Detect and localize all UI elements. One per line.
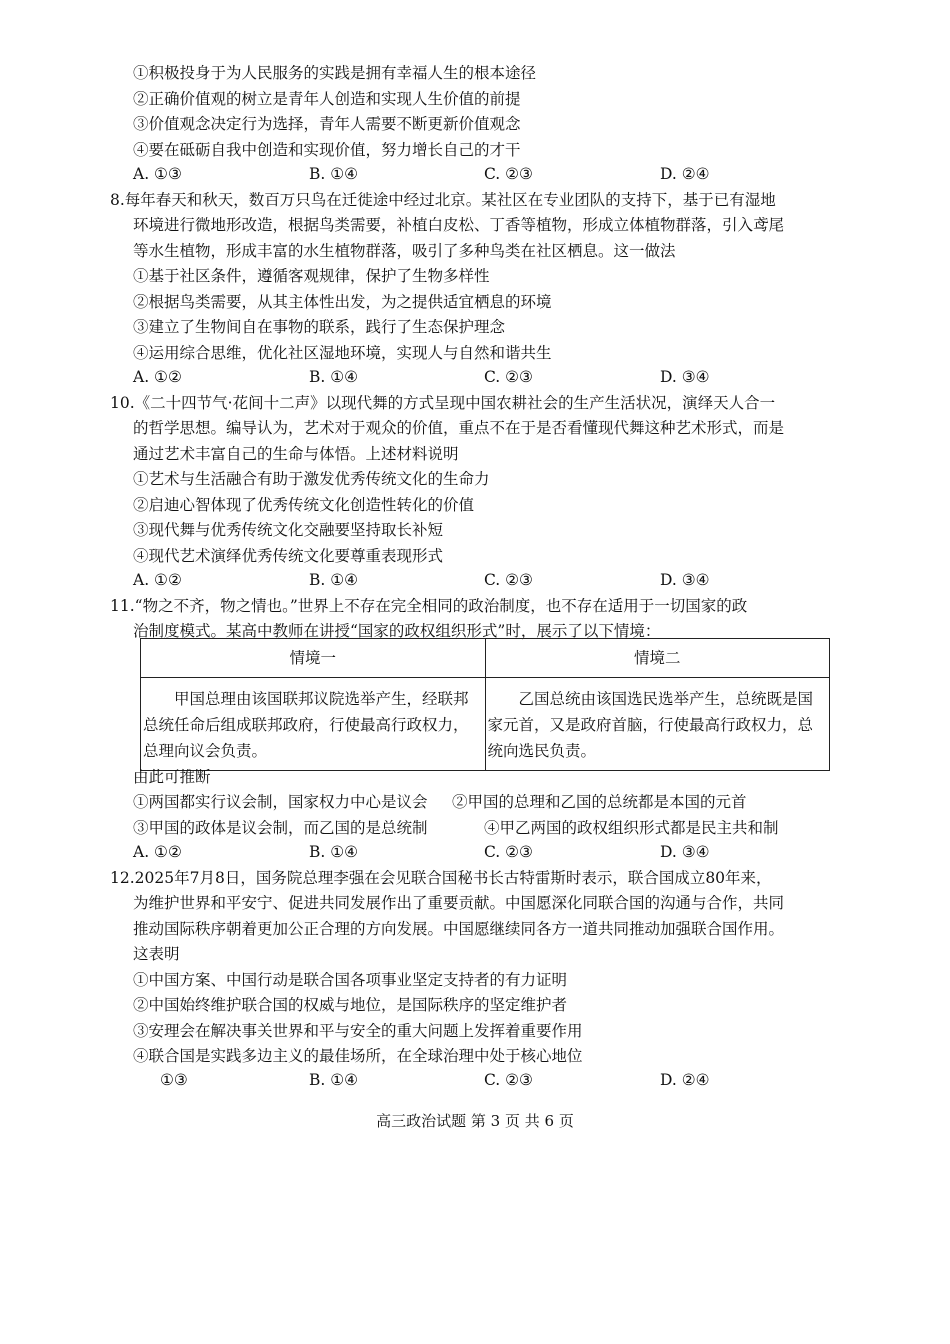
q10-statement-1: ①艺术与生活融合有助于激发优秀传统文化的生命力 [133,470,490,488]
q11-statement-4: ④甲乙两国的政权组织形式都是民主共和制 [484,819,779,837]
q7-option-d[interactable]: D. ②④ [660,165,710,183]
q12-statement-2: ②中国始终维护联合国的权威与地位，是国际秩序的坚定维护者 [133,996,568,1014]
scenario-1-text: 甲国总理由该国联邦议院选举产生，经联邦总统任命后组成联邦政府，行使最高行政权力，总理向议会负责。 [141,678,486,771]
q11-option-d[interactable]: D. ③④ [660,843,710,861]
q10-stem-line-1: 10.《二十四节气·花间十二声》以现代舞的方式呈现中国农耕社会的生产生活状况，演绎天人合一 [110,394,776,412]
scenario-2-text: 乙国总统由该国选民选举产生，总统既是国家元首，又是政府首脑，行使最高行政权力，总统向选民负责。 [485,678,830,771]
q8-option-b[interactable]: B. ①④ [309,368,359,386]
q8-statement-2: ②根据鸟类需要，从其主体性出发，为之提供适宜栖息的环境 [133,293,552,311]
q12-option-c[interactable]: C. ②③ [484,1071,533,1089]
q8-statement-3: ③建立了生物间自在事物的联系，践行了生态保护理念 [133,318,506,336]
q12-statement-4: ④联合国是实践多边主义的最佳场所，在全球治理中处于核心地位 [133,1047,583,1065]
q12-statement-3: ③安理会在解决事关世界和平与安全的重大问题上发挥着重要作用 [133,1022,583,1040]
q8-option-d[interactable]: D. ③④ [660,368,710,386]
q11-lead: 由此可推断 [133,768,211,786]
q7-statement-3: ③价值观念决定行为选择，青年人需要不断更新价值观念 [133,115,521,133]
q12-stem-line-3: 推动国际秩序朝着更加公正合理的方向发展。中国愿继续同各方一道共同推动加强联合国作用。 [133,920,785,938]
q12-stem-line-1: 12.2025年7月8日，国务院总理李强在会见联合国秘书长古特雷斯时表示，联合国成立80年来， [110,869,772,887]
q11-stem-line-1: 11.“物之不齐，物之情也。”世界上不存在完全相同的政治制度，也不存在适用于一切国家的政 [110,597,748,615]
q8-stem-line-3: 等水生植物，形成丰富的水生植物群落，吸引了多种鸟类在社区栖息。这一做法 [133,242,676,260]
q11-statement-2: ②甲国的总理和乙国的总统都是本国的元首 [452,793,747,811]
q8-statement-4: ④运用综合思维，优化社区湿地环境，实现人与自然和谐共生 [133,344,552,362]
q10-option-a[interactable]: A. ①② [133,571,182,589]
q11-statement-3: ③甲国的政体是议会制，而乙国的是总统制 [133,819,428,837]
q11-option-c[interactable]: C. ②③ [484,843,533,861]
q8-statement-1: ①基于社区条件，遵循客观规律，保护了生物多样性 [133,267,490,285]
q10-option-d[interactable]: D. ③④ [660,571,710,589]
q10-statement-2: ②启迪心智体现了优秀传统文化创造性转化的价值 [133,496,475,514]
q7-statement-4: ④要在砥砺自我中创造和实现价值，努力增长自己的才干 [133,141,521,159]
q12-option-a[interactable]: ①③ [160,1071,188,1089]
q7-option-c[interactable]: C. ②③ [484,165,533,183]
q12-option-b[interactable]: B. ①④ [309,1071,359,1089]
scenario-table [140,638,830,771]
q7-statement-1: ①积极投身于为人民服务的实践是拥有幸福人生的根本途径 [133,64,537,82]
q7-option-b[interactable]: B. ①④ [309,165,359,183]
q12-stem-line-2: 为维护世界和平安宁、促进共同发展作出了重要贡献。中国愿深化同联合国的沟通与合作，共同 [133,894,785,912]
q10-option-b[interactable]: B. ①④ [309,571,359,589]
q8-option-a[interactable]: A. ①② [133,368,182,386]
q7-option-a[interactable]: A. ①③ [133,165,182,183]
q8-option-c[interactable]: C. ②③ [484,368,533,386]
q10-stem-line-2: 的哲学思想。编导认为，艺术对于观众的价值，重点不在于是否看懂现代舞这种艺术形式，而是 [133,419,785,437]
q8-stem-line-2: 环境进行微地形改造，根据鸟类需要，补植白皮松、丁香等植物，形成立体植物群落，引入鸢尾 [133,216,785,234]
q10-statement-4: ④现代艺术演绎优秀传统文化要尊重表现形式 [133,547,444,565]
q11-option-a[interactable]: A. ①② [133,843,182,861]
q7-statement-2: ②正确价值观的树立是青年人创造和实现人生价值的前提 [133,90,521,108]
q10-stem-line-3: 通过艺术丰富自己的生命与体悟。上述材料说明 [133,445,459,463]
q12-option-d[interactable]: D. ②④ [660,1071,710,1089]
scenario-2-header: 情境二 [485,639,830,678]
q10-option-c[interactable]: C. ②③ [484,571,533,589]
q11-stem-line-2: 治制度模式。某高中教师在讲授“国家的政权组织形式”时，展示了以下情境： [133,622,661,640]
q8-stem-line-1: 8.每年春天和秋天，数百万只鸟在迁徙途中经过北京。某社区在专业团队的支持下，基于已有湿地 [110,191,776,209]
q10-statement-3: ③现代舞与优秀传统文化交融要坚持取长补短 [133,521,444,539]
scenario-1-header: 情境一 [141,639,486,678]
q12-statement-1: ①中国方案、中国行动是联合国各项事业坚定支持者的有力证明 [133,971,568,989]
q11-statement-1: ①两国都实行议会制，国家权力中心是议会 [133,793,428,811]
q12-stem-line-4: 这表明 [133,945,180,963]
q11-option-b[interactable]: B. ①④ [309,843,359,861]
page-footer: 高三政治试题 第 3 页 共 6 页 [376,1112,574,1130]
